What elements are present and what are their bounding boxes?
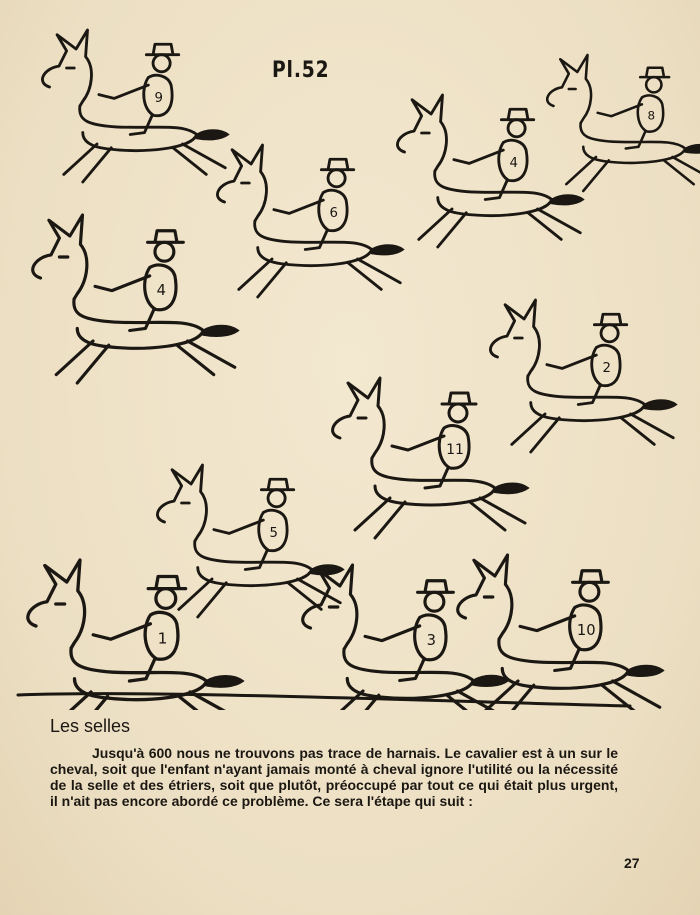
horse-tail — [628, 666, 663, 676]
horse-tail — [203, 326, 238, 336]
horse-tail — [552, 195, 583, 204]
horse-rider-drawing — [397, 95, 583, 247]
rider-head — [268, 490, 285, 507]
rider-head — [328, 170, 345, 187]
rider-number: 3 — [426, 631, 436, 649]
section-heading: Les selles — [50, 716, 131, 736]
horse-tail — [372, 245, 403, 254]
horse-rider-drawing — [217, 145, 403, 297]
horse-tail — [473, 676, 508, 686]
horse-tail — [685, 145, 700, 153]
body-paragraph-text: Jusqu'à 600 nous ne trouvons pas trace de harnais. Le cavalier est à un sur le cheval, soit que l'enfant n'ayant jamais monté à cheval ignore l'utilité ou la nécessité de la selle et des étriers, soit que plutôt, préoccupé par tout ce qui était plus urgent, il n'ait pas encore abordé ce problème. Ce sera l'étape qui suit : — [50, 745, 618, 809]
horse-rider-drawing — [547, 55, 700, 191]
rider-number: 10 — [576, 621, 596, 639]
body-paragraph — [50, 745, 618, 809]
rider-hat — [573, 571, 609, 583]
rider-number: 6 — [329, 206, 338, 222]
rider-head — [508, 120, 525, 137]
rider-hat — [442, 393, 476, 404]
rider-number: 8 — [647, 108, 656, 123]
rider-head — [153, 55, 170, 72]
page-number: 27 — [624, 855, 640, 871]
rider-head — [449, 404, 467, 422]
rider-number: 2 — [602, 361, 611, 377]
horse-rider-drawing — [157, 465, 343, 617]
rider-head — [156, 589, 176, 609]
horse-tail — [197, 130, 228, 139]
horse-rider-drawing — [303, 565, 508, 710]
rider-hat — [418, 581, 454, 593]
rider-hat — [146, 44, 178, 54]
plate-label: Pl.52 — [272, 58, 330, 83]
rider-hat — [594, 314, 626, 324]
rider-hat — [261, 479, 293, 489]
rider-number: 5 — [269, 526, 278, 542]
rider-head — [646, 77, 661, 92]
horse-rider-drawing — [490, 300, 676, 452]
rider-head — [155, 242, 174, 261]
rider-number: 1 — [157, 629, 168, 648]
horse-rider-drawing — [333, 378, 528, 538]
rider-number: 11 — [446, 442, 464, 458]
horse-tail — [207, 676, 243, 687]
horse-rider-drawing — [33, 215, 238, 383]
rider-hat — [321, 159, 353, 169]
rider-number: 4 — [509, 156, 518, 172]
rider-hat — [501, 109, 533, 119]
horse-tail — [312, 565, 343, 574]
horse-tail — [495, 484, 528, 494]
horse-rider-drawing — [42, 30, 228, 182]
rider-hat — [148, 577, 185, 589]
rider-number: 9 — [154, 91, 163, 107]
rider-head — [425, 592, 444, 611]
rider-number: 4 — [156, 281, 166, 299]
rider-hat — [148, 231, 184, 243]
rider-hat — [640, 68, 669, 77]
rider-head — [601, 325, 618, 342]
rider-head — [580, 582, 599, 601]
horse-tail — [645, 400, 676, 409]
